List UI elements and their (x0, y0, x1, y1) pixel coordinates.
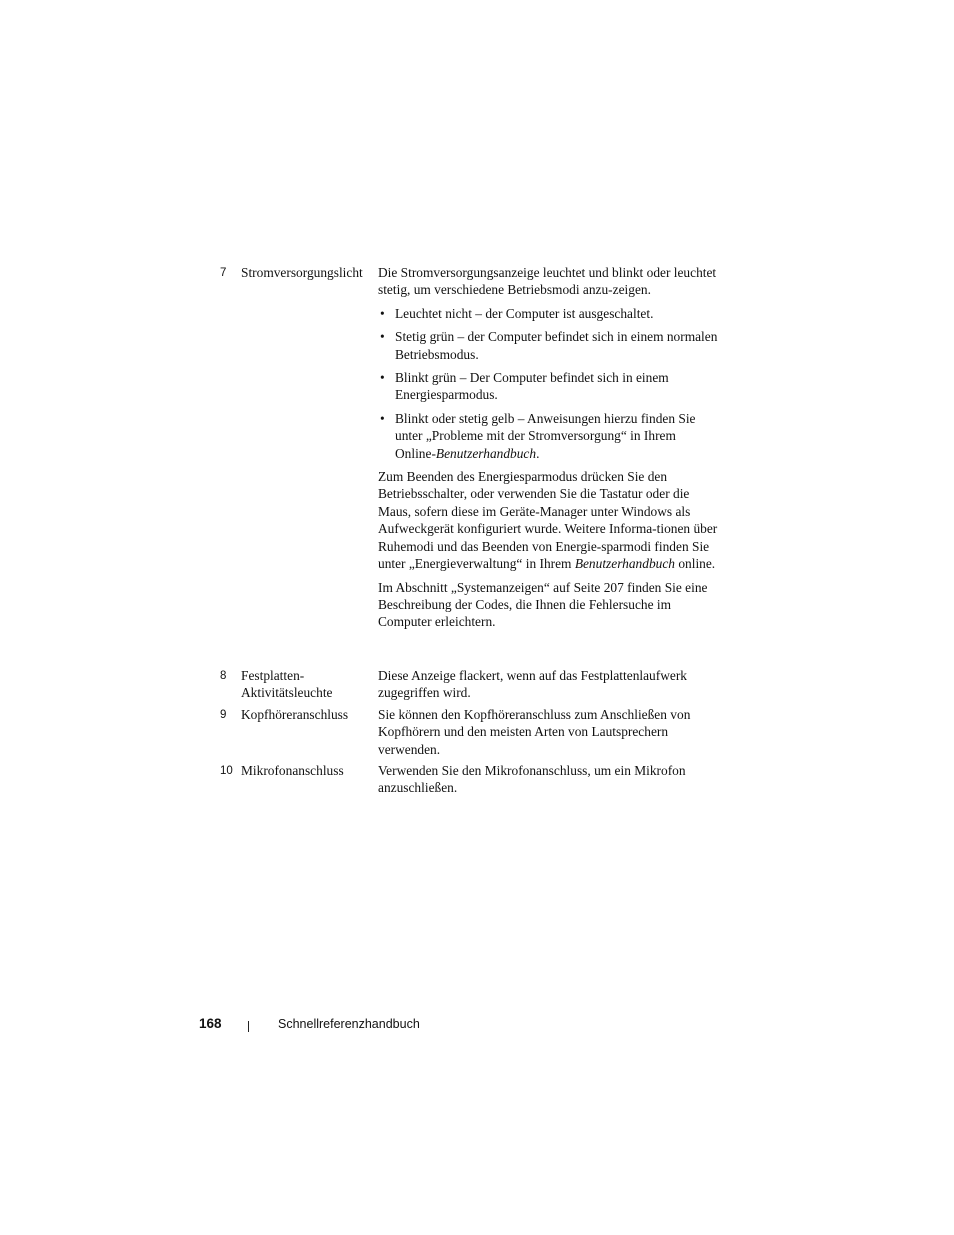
list-item: • Leuchtet nicht – der Computer ist ausgeschaltet. (380, 305, 654, 321)
bullet-icon: • (380, 410, 385, 426)
intro-paragraph: Die Stromversorgungsanzeige leuchtet und blinkt oder leuchtet stetig, um verschiedene Betriebsmodi anzu-zeigen. (378, 265, 717, 298)
item-label: Stromversorgungslicht (241, 265, 363, 280)
item-description (378, 264, 718, 637)
footer-separator (248, 1021, 249, 1032)
bullet-icon: • (380, 370, 385, 386)
item-number: 8 (220, 670, 227, 682)
list-item: • Blinkt oder stetig gelb – Anweisungen hierzu finden Sie unter „Probleme mit der Stromversorgung“ in Ihrem Online-Benutzerhandbuch. (380, 410, 696, 461)
document-title: Schnellreferenzhandbuch (278, 1017, 420, 1031)
item-description: Diese Anzeige flackert, wenn auf das Festplattenlaufwerk zugegriffen wird. (378, 668, 687, 701)
item-number: 7 (220, 267, 227, 279)
item-label: Mikrofonanschluss (241, 763, 344, 778)
item-description: Verwenden Sie den Mikrofonanschluss, um ein Mikrofon anzuschließen. (378, 763, 686, 796)
manual-reference: Benutzerhandbuch (435, 445, 537, 461)
item-label: Festplatten- Aktivitätsleuchte (241, 668, 333, 701)
bullet-icon: • (380, 329, 385, 345)
list-item: • Blinkt grün – Der Computer befindet sich in einem Energiesparmodus. (380, 370, 669, 403)
item-label: Kopfhöreranschluss (241, 707, 349, 722)
bullet-icon: • (380, 305, 385, 321)
page-footer (0, 1016, 954, 1036)
item-number: 9 (220, 709, 227, 721)
item-description: Sie können den Kopfhöreranschluss zum Anschließen von Kopfhörern und den meisten Arten von Lautsprechern verwenden. (378, 707, 691, 757)
diagnostics-paragraph: Im Abschnitt „Systemanzeigen“ auf Seite 207 finden Sie eine Beschreibung der Codes, die Ihnen die Fehlersuche im Computer erleichtern. (378, 579, 708, 630)
status-list (378, 305, 718, 462)
page-number: 168 (199, 1016, 222, 1031)
manual-reference: Benutzerhandbuch (574, 556, 675, 572)
list-item: • Stetig grün – der Computer befindet sich in einem normalen Betriebsmodus. (380, 329, 718, 362)
sleep-paragraph: Zum Beenden des Energiesparmodus drücken Sie den Betriebsschalter, oder verwenden Sie die Tastatur oder die Maus, sofern diese im Geräte-Manager unter Windows als Aufweckgerät konfiguriert wurde. Weitere Informa-tionen über Ruhemodi und das Beenden von Energie-sparmodi finden Sie unter „Energieverwaltung“ in Ihrem Benutzerhandbuch online. (378, 469, 718, 572)
item-number: 10 (220, 765, 233, 777)
